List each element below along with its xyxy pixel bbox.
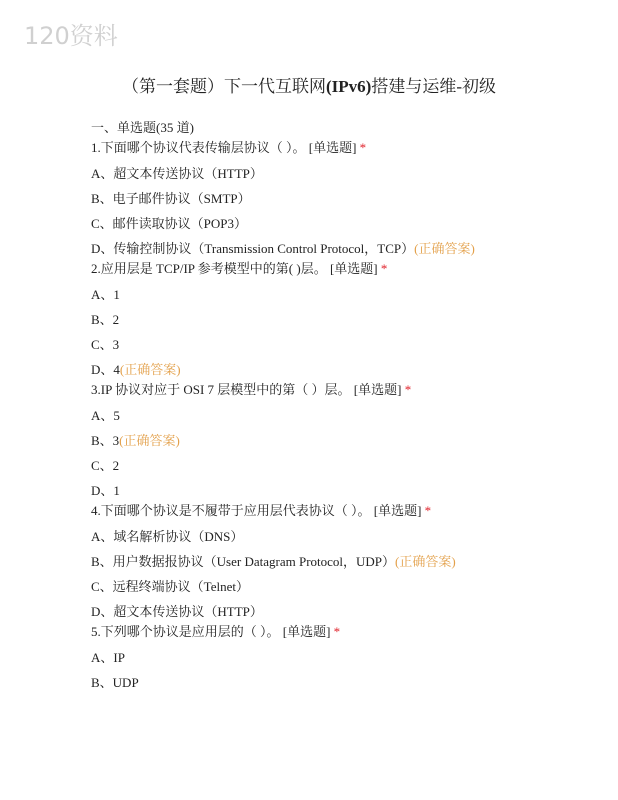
option-item	[91, 431, 591, 452]
option-item	[91, 360, 591, 380]
option-text: C、3	[91, 337, 120, 352]
required-mark: *	[404, 382, 412, 397]
option-item	[91, 602, 591, 622]
option-text: B、3	[91, 433, 120, 448]
option-item	[91, 577, 591, 598]
title-prefix: （第一套题）下一代互联网	[122, 77, 326, 96]
question-text: 5.下列哪个协议是应用层的（ ）。 [单选题]	[91, 624, 331, 639]
option-item	[91, 648, 591, 669]
question-5	[91, 622, 591, 644]
option-item	[91, 527, 591, 548]
option-text: C、2	[91, 458, 120, 473]
option-item	[91, 310, 591, 331]
question-2	[91, 259, 591, 281]
option-text: D、1	[91, 483, 120, 498]
required-mark: *	[424, 503, 432, 518]
option-item	[91, 335, 591, 356]
correct-answer-label: (正确答案)	[119, 433, 180, 448]
option-item	[91, 456, 591, 477]
option-text: B、用户数据报协议（User Datagram Protocol，UDP）	[91, 554, 396, 569]
option-item	[91, 406, 591, 427]
question-3	[91, 380, 591, 402]
option-text: A、5	[91, 408, 120, 423]
option-item	[91, 214, 591, 235]
section-heading: 一、单选题(35 道)	[91, 120, 194, 135]
option-text: A、域名解析协议（DNS）	[91, 529, 244, 544]
required-mark: *	[333, 624, 341, 639]
required-mark: *	[359, 140, 367, 155]
option-text: A、IP	[91, 650, 125, 665]
question-text: 2.应用层是 TCP/IP 参考模型中的第( )层。 [单选题]	[91, 261, 378, 276]
option-text: A、1	[91, 287, 120, 302]
option-item	[91, 164, 591, 185]
option-text: A、超文本传送协议（HTTP）	[91, 166, 263, 181]
correct-answer-label: (正确答案)	[395, 554, 456, 569]
option-text: B、电子邮件协议（SMTP）	[91, 191, 251, 206]
required-mark: *	[380, 261, 388, 276]
option-text: B、UDP	[91, 675, 139, 690]
questions-container	[91, 138, 591, 693]
option-text: C、远程终端协议（Telnet）	[91, 579, 249, 594]
question-text: 1.下面哪个协议代表传输层协议（ ）。 [单选题]	[91, 140, 357, 155]
option-item	[91, 239, 591, 259]
correct-answer-label: (正确答案)	[119, 362, 181, 377]
option-text: D、超文本传送协议（HTTP）	[91, 604, 263, 619]
option-item	[91, 552, 591, 573]
page-title	[0, 72, 618, 97]
option-text: B、2	[91, 312, 120, 327]
option-text: D、4	[91, 362, 120, 377]
correct-answer-label: (正确答案)	[414, 241, 475, 256]
option-item	[91, 481, 591, 501]
option-item	[91, 673, 591, 693]
option-item	[91, 189, 591, 210]
question-text: 3.IP 协议对应于 OSI 7 层模型中的第（ ）层。 [单选题]	[91, 382, 402, 397]
question-text: 4.下面哪个协议是不履带于应用层代表协议（ ）。 [单选题]	[91, 503, 422, 518]
title-suffix: 搭建与运维-初级	[371, 77, 496, 96]
question-4	[91, 501, 591, 523]
option-text: C、邮件读取协议（POP3）	[91, 216, 248, 231]
option-item	[91, 285, 591, 306]
question-list	[91, 118, 591, 693]
option-text: D、传输控制协议（Transmission Control Protocol，TCP）	[91, 241, 415, 256]
question-1	[91, 138, 591, 160]
title-bold: (IPv6)	[326, 77, 372, 96]
watermark: 120资料	[24, 22, 118, 50]
